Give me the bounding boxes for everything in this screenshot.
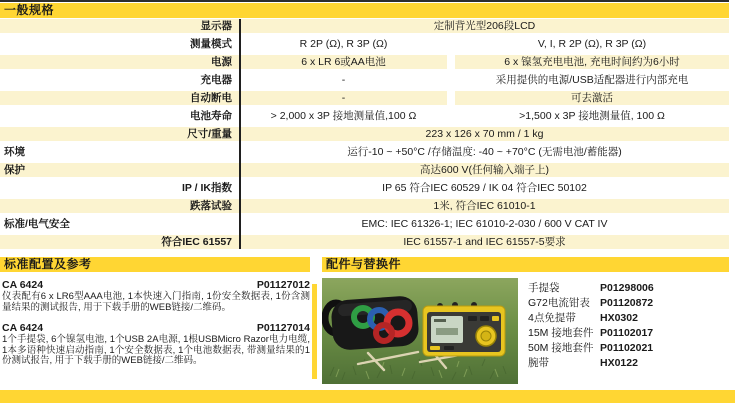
spec-value: 223 x 126 x 70 mm / 1 kg bbox=[240, 127, 729, 141]
spec-label: 显示器 bbox=[0, 19, 240, 33]
spec-row-dimensions bbox=[0, 127, 729, 141]
config-item-header bbox=[2, 322, 310, 334]
spec-row-auto-off bbox=[0, 91, 729, 105]
accessory-part-number: P01102021 bbox=[600, 342, 654, 354]
accessory-part-number: HX0302 bbox=[600, 312, 638, 324]
accessories-list bbox=[528, 278, 654, 384]
spec-value-left: > 2,000 x 3P 接地测量值,100 Ω bbox=[270, 110, 417, 122]
config-part-number: P01127014 bbox=[256, 322, 310, 334]
top-rule bbox=[0, 0, 729, 2]
accessories-section bbox=[322, 257, 729, 384]
spec-label: IP / IK指数 bbox=[182, 182, 232, 194]
spec-row-measure-modes bbox=[0, 37, 729, 51]
accessory-part-number: P01102017 bbox=[600, 327, 654, 339]
config-item bbox=[0, 279, 310, 313]
spec-row-iec61557 bbox=[0, 235, 729, 249]
accessory-part-number: P01120872 bbox=[600, 297, 654, 309]
accessories-body bbox=[322, 278, 729, 384]
spec-value-right: V, I, R 2P (Ω), R 3P (Ω) bbox=[537, 38, 647, 50]
spec-value-left: R 2P (Ω), R 3P (Ω) bbox=[299, 38, 388, 50]
spec-row-power bbox=[0, 55, 729, 69]
spec-value: 1米, 符合IEC 61010-1 bbox=[240, 199, 729, 213]
spec-value-right: 6 x 镍氢充电电池, 充电时间约为6小时 bbox=[455, 55, 729, 69]
accessory-name: 腕带 bbox=[528, 357, 549, 369]
config-item-header bbox=[2, 279, 310, 291]
spec-value-right: 可去激活 bbox=[455, 91, 729, 105]
column-gap bbox=[447, 73, 455, 87]
spec-value-left: 6 x LR 6或AA电池 bbox=[240, 55, 447, 69]
accessory-row bbox=[528, 296, 654, 311]
spec-row-standards bbox=[0, 217, 729, 231]
accessory-name: 4点免提带 bbox=[528, 312, 576, 324]
earth-tester-instrument bbox=[423, 302, 505, 356]
spec-value: 定制背光型206段LCD bbox=[240, 19, 729, 33]
spec-value: EMC: IEC 61326-1; IEC 61010-2-030 / 600 V CAT IV bbox=[361, 218, 608, 230]
accessory-part-number: HX0122 bbox=[600, 357, 638, 369]
spec-row-ip-ik bbox=[0, 181, 729, 195]
spec-row-charger bbox=[0, 73, 729, 87]
column-gap bbox=[447, 37, 455, 51]
accessory-name: G72电流钳表 bbox=[528, 297, 590, 309]
column-gap bbox=[447, 55, 455, 69]
spec-label: 保护 bbox=[0, 163, 240, 177]
accessories-header: 配件与替换件 bbox=[322, 257, 729, 272]
spec-value-right: 采用提供的电源/USB适配器进行内部充电 bbox=[495, 74, 689, 86]
general-specs-table bbox=[0, 19, 729, 249]
column-gap bbox=[447, 91, 455, 105]
spec-row-battery-life bbox=[0, 109, 729, 123]
spec-label: 电源 bbox=[0, 55, 240, 69]
general-specs-header: 一般规格 bbox=[0, 3, 729, 18]
spec-value-left: - bbox=[240, 91, 447, 105]
accessory-part-number: P01298006 bbox=[600, 282, 654, 294]
accessory-row bbox=[528, 341, 654, 356]
spec-label: 测量模式 bbox=[190, 38, 232, 50]
accessory-row bbox=[528, 311, 654, 326]
section-divider bbox=[312, 284, 317, 379]
spec-label: 标准/电气安全 bbox=[4, 218, 70, 230]
accessory-name: 手提袋 bbox=[528, 282, 560, 294]
spec-value: IEC 61557-1 and IEC 61557-5要求 bbox=[240, 235, 729, 249]
config-part-number: P01127012 bbox=[256, 279, 310, 291]
accessories-photo bbox=[322, 278, 518, 384]
spec-value-right: >1,500 x 3P 接地测量值, 100 Ω bbox=[519, 110, 665, 122]
bottom-section bbox=[0, 257, 729, 384]
spec-label: 尺寸/重量 bbox=[0, 127, 240, 141]
accessory-row bbox=[528, 326, 654, 341]
bottom-yellow-strip bbox=[0, 390, 735, 403]
spec-label: 充电器 bbox=[200, 74, 232, 86]
spec-row-drop-test bbox=[0, 199, 729, 213]
spec-row-display bbox=[0, 19, 729, 33]
column-gap bbox=[447, 109, 455, 123]
spec-value: 运行-10 ~ +50°C /存储温度: -40 ~ +70°C (无需电池/蓄能器) bbox=[347, 146, 622, 158]
config-description: 1个手提袋, 6个镍氢电池, 1个USB 2A电源, 1根USBMicro Razor电力电缆, 1本多语种快速启动指南, 1个安全数据表, 1个电池数据表, 带测量结果的1份测试报告, 用于下载手册的WEB链接/二维码。 bbox=[2, 334, 310, 366]
config-model: CA 6424 bbox=[2, 279, 44, 291]
accessory-row bbox=[528, 281, 654, 296]
spec-label: 自动断电 bbox=[0, 91, 240, 105]
spec-value-left: - bbox=[341, 74, 346, 86]
spec-value: 高达600 V(任何输入端子上) bbox=[240, 163, 729, 177]
spec-label: 电池寿命 bbox=[190, 110, 232, 122]
spec-label: 跌落试验 bbox=[0, 199, 240, 213]
standard-config-header: 标准配置及参考 bbox=[0, 257, 310, 272]
carrying-bag bbox=[325, 295, 420, 351]
accessory-row bbox=[528, 356, 654, 371]
config-item bbox=[0, 322, 310, 367]
spec-row-protection bbox=[0, 163, 729, 177]
standard-config-section bbox=[0, 257, 310, 384]
accessory-name: 15M 接地套件 bbox=[528, 327, 594, 339]
table-column-divider bbox=[239, 19, 241, 249]
spec-label: 符合IEC 61557 bbox=[0, 235, 240, 249]
spec-label: 环境 bbox=[4, 146, 25, 158]
config-model: CA 6424 bbox=[2, 322, 44, 334]
config-description: 仪表配有6 x LR6型AAA电池, 1本快速入门指南, 1份安全数据表, 1份含测量结果的测试报告, 用于下载手册的WEB链接/二维码。 bbox=[2, 291, 310, 313]
spec-row-environment bbox=[0, 145, 729, 159]
spec-value: IP 65 符合IEC 60529 / IK 04 符合IEC 50102 bbox=[382, 182, 587, 194]
accessory-name: 50M 接地套件 bbox=[528, 342, 594, 354]
